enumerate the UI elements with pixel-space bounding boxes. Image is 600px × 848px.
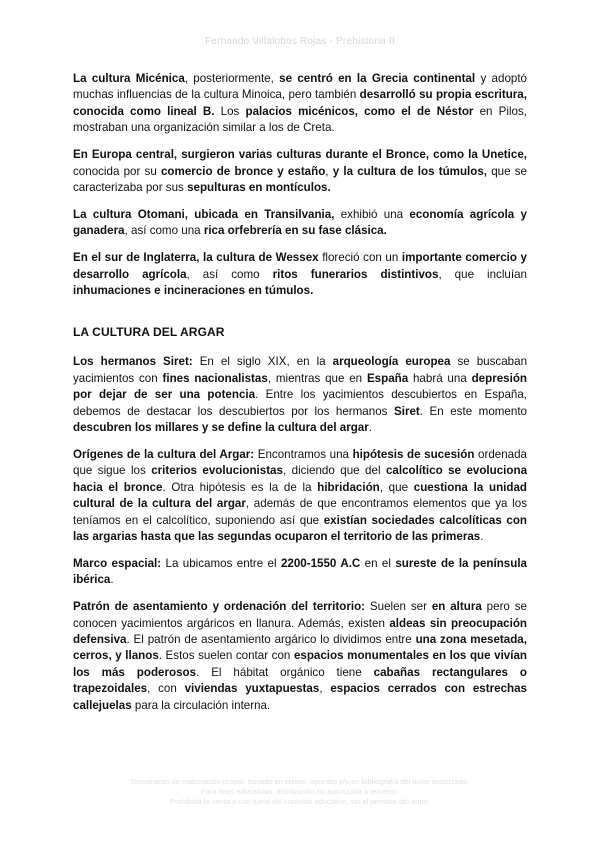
bold-text: palacios micénicos, como el de Néstor xyxy=(245,104,474,118)
text-run: habrá una xyxy=(408,371,472,385)
bold-text: Patrón de asentamiento y ordenación del territorio: xyxy=(73,600,366,614)
page-header: Fernando Villalobos Rojas - Prehistoria II xyxy=(205,36,395,47)
text-run: . xyxy=(480,529,484,543)
paragraph xyxy=(73,147,527,196)
paragraph xyxy=(73,354,527,436)
text-run: En el siglo XIX, en la xyxy=(192,355,333,369)
bold-text: aldeas sin preocupación defensiva xyxy=(73,616,527,646)
bold-text: cuestiona la unidad cultural de la cultura del argar xyxy=(73,480,528,511)
bold-text: comercio de bronce y estaño xyxy=(160,164,326,178)
text-run: pero se conocen yacimientos argáricos en llanura. Además, existen xyxy=(73,600,527,630)
bold-text: España xyxy=(366,371,409,385)
text-run: . xyxy=(368,421,372,434)
bold-text: 2200-1550 A.C xyxy=(280,556,361,570)
text-run: , con xyxy=(147,682,185,696)
text-run: , mientras que en xyxy=(267,371,367,385)
argar-paragraphs xyxy=(73,354,527,714)
paragraph xyxy=(73,599,527,714)
text-run: que se caracterizaba por sus xyxy=(73,164,527,194)
bold-text: arqueología europea xyxy=(332,355,451,369)
footer-line: Para fines educativos, distribución no autorizada a terceros. xyxy=(200,787,400,796)
text-run: ordenada que sigue los xyxy=(73,447,528,478)
text-run: en el xyxy=(360,556,396,570)
paragraph xyxy=(73,207,527,240)
text-run: . xyxy=(110,573,114,587)
text-run: se buscaban yacimientos con xyxy=(73,355,528,385)
bold-text: en altura xyxy=(431,600,482,614)
bold-text: descubren los millares y se define la cultura del argar xyxy=(73,421,369,434)
paragraph xyxy=(73,447,527,545)
text-run: . Entre los yacimientos descubiertos en España, debemos de destacar los descubiertos por los hermanos xyxy=(73,388,528,418)
text-run: . En este momento xyxy=(419,404,527,418)
text-run: . El hábitat orgánico tiene xyxy=(196,665,374,679)
bold-text: sureste de la península ibérica xyxy=(73,556,527,587)
text-run: , que xyxy=(379,480,414,494)
bold-text: existían sociedades calcolíticas con las argarias hasta que las segundas ocuparon el territorio de las primeras xyxy=(73,513,528,543)
bold-text: La cultura Micénica xyxy=(73,72,185,85)
text-run: . Estos suelen contar con xyxy=(158,649,294,663)
bold-text: importante comercio y desarrollo agrícola xyxy=(73,251,527,281)
bold-text: se centró en la Grecia continental xyxy=(279,72,476,85)
text-run: , diciendo que del xyxy=(282,464,386,478)
bold-text: y la cultura de los túmulos, xyxy=(332,164,488,178)
bold-text: La cultura Otomani, ubicada en Transilvania, xyxy=(73,207,335,221)
paragraph xyxy=(73,250,527,299)
bold-text: Los hermanos Siret: xyxy=(73,355,193,369)
bold-text: depresión por dejar de ser una potencia xyxy=(73,371,527,402)
text-run: en Pilos, mostraban una organización similar a los de Creta. xyxy=(73,104,527,135)
text-run: Los xyxy=(214,104,246,118)
document-body xyxy=(73,71,527,725)
bold-text: desarrolló su propia escritura, conocida como lineal B. xyxy=(73,88,527,118)
text-run: , xyxy=(325,164,333,178)
paragraph xyxy=(73,71,527,137)
bold-text: inhumaciones e incineraciones en túmulos. xyxy=(73,283,314,297)
bold-text: hibridación xyxy=(317,480,380,494)
page-footer xyxy=(70,777,530,807)
text-run: Encontramos una xyxy=(254,447,353,461)
text-run: exhibió una xyxy=(334,207,410,221)
text-run: y adoptó muchas influencias de la cultura Minoica, pero también xyxy=(73,72,528,102)
text-run: Suelen ser xyxy=(365,600,432,614)
section-heading: LA CULTURA DEL ARGAR xyxy=(73,325,225,340)
footer-line: Documento de elaboración propia, basado en clases, apuntes y/o en bibliografía del autor autorizada. xyxy=(131,777,469,786)
bold-text: En el sur de Inglaterra, la cultura de Wessex xyxy=(73,251,319,265)
bold-text: fines nacionalistas xyxy=(162,371,268,385)
text-run: floreció con un xyxy=(318,251,402,265)
text-run: para la circulación interna. xyxy=(131,698,271,712)
bold-text: economía agrícola y ganadera xyxy=(73,207,527,238)
bold-text: En Europa central, surgieron varias culturas durante el Bronce, como la Unetice, xyxy=(73,148,527,162)
text-run: La ubicamos entre el xyxy=(161,556,281,570)
text-run: conocida por su xyxy=(73,164,161,178)
text-run: , xyxy=(319,682,331,696)
bold-text: criterios evolucionistas xyxy=(151,464,283,478)
bold-text: una zona mesetada, cerros, y llanos xyxy=(73,632,527,663)
bold-text: cabañas rectangulares o trapezoidales xyxy=(73,665,527,696)
bold-text: calcolítico se evoluciona hacia el bronce xyxy=(73,464,528,494)
text-run: . El patrón de asentamiento argárico lo dividimos entre xyxy=(126,632,416,646)
bold-text: hipótesis de sucesión xyxy=(352,447,475,461)
bold-text: Marco espacial: xyxy=(73,556,162,570)
text-run: , además de que encontramos elementos que ya los teníamos en el calcolítico, suponiendo así que xyxy=(73,497,527,527)
text-run: , posteriormente, xyxy=(184,72,280,85)
bold-text: viviendas yuxtapuestas xyxy=(184,682,320,696)
bold-text: Siret xyxy=(393,404,420,418)
bold-text: Orígenes de la cultura del Argar: xyxy=(73,447,255,461)
bold-text: sepulturas en montículos. xyxy=(187,180,331,194)
text-run: . Otra hipótesis es la de la xyxy=(162,480,318,494)
footer-line: Prohibida la venta o uso fuera del contexto educativo, sin el permiso del autor. xyxy=(170,797,430,806)
intro-paragraphs xyxy=(73,71,527,299)
text-run: , así como xyxy=(186,267,273,281)
bold-text: espacios cerrados con estrechas callejuelas xyxy=(73,682,527,712)
bold-text: espacios monumentales en los que vivían los más poderosos xyxy=(73,649,528,679)
text-run: , que incluían xyxy=(438,267,527,281)
bold-text: rica orfebrería en su fase clásica. xyxy=(203,224,387,238)
bold-text: ritos funerarios distintivos xyxy=(272,267,439,281)
paragraph xyxy=(73,556,527,589)
text-run: , así como una xyxy=(124,224,204,238)
